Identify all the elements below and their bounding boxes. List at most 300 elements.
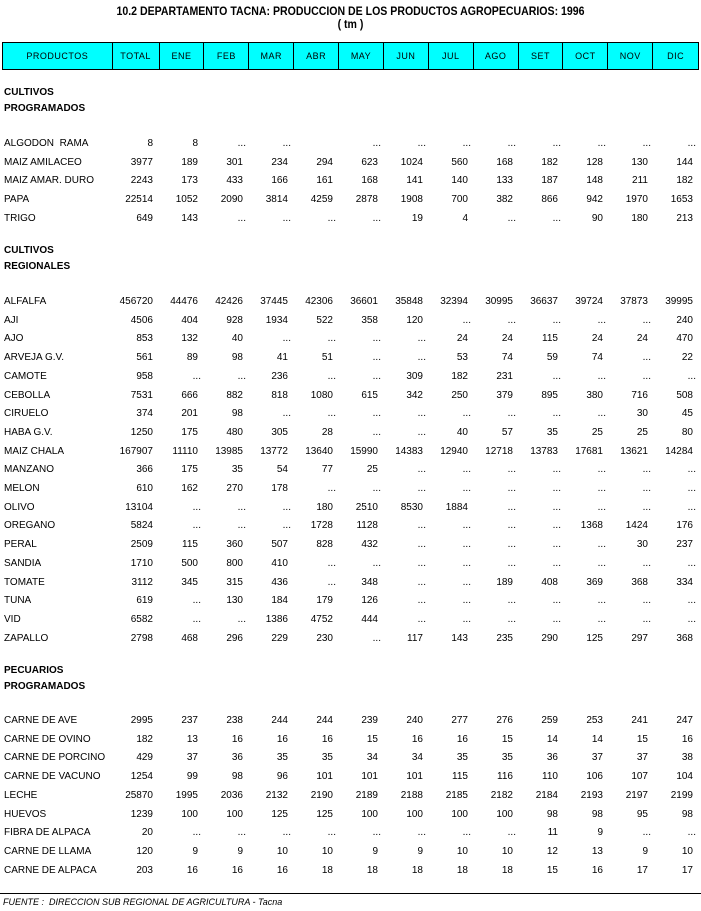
cell-total: 8 [147,138,153,149]
cell-mar: 13772 [260,446,288,457]
cell-set: 895 [541,390,558,401]
cell-may: 348 [361,577,378,588]
cell-set: ... [552,464,561,475]
cell-feb: 9 [237,846,243,857]
cell-ene: 89 [186,352,198,363]
cell-ago: ... [507,483,516,494]
cell-ene: 100 [181,809,198,820]
cell-jul: 140 [451,175,468,186]
cell-set: ... [552,558,561,569]
cell-dic: 182 [676,175,693,186]
cell-ago: 168 [496,157,513,168]
table-row [0,462,701,478]
cell-ene: ... [192,371,201,382]
cell-ene: 345 [181,577,198,588]
cell-may: 239 [361,715,378,726]
cell-ago: 189 [496,577,513,588]
cell-dic: 176 [676,520,693,531]
cell-dic: ... [687,464,696,475]
cell-oct: 37 [591,752,603,763]
product-name: HUEVOS [4,809,47,820]
cell-dic: 368 [676,633,693,644]
product-name: CARNE DE ALPACA [4,865,97,876]
table-row [0,173,701,189]
cell-mar: 41 [276,352,288,363]
cell-jun: 120 [406,315,423,326]
cell-ago: ... [507,827,516,838]
cell-nov: 2197 [625,790,648,801]
cell-feb: 315 [226,577,243,588]
cell-mar: 1934 [265,315,288,326]
cell-oct: 16 [591,865,603,876]
cell-nov: ... [642,827,651,838]
cell-total: 2798 [130,633,153,644]
cell-mar: ... [282,827,291,838]
cell-mar: ... [282,520,291,531]
cell-ene: 115 [182,539,198,550]
section-title: PECUARIOS [4,665,64,676]
cell-oct: 1368 [580,520,603,531]
table-row [0,369,701,385]
cell-set: 866 [541,194,558,205]
cell-jun: 117 [407,633,423,644]
footer-rule [0,893,701,894]
cell-nov: 30 [636,539,648,550]
cell-oct: ... [597,614,606,625]
cell-abr: 828 [316,539,333,550]
product-name: MAIZ AMILACEO [4,157,82,168]
cell-ene: 162 [181,483,198,494]
product-name: MAIZ CHALA [4,446,65,457]
product-name: CARNE DE OVINO [4,734,91,745]
cell-dic: 10 [681,846,693,857]
cell-set: ... [552,371,561,382]
cell-feb: 238 [226,715,243,726]
cell-total: 4506 [130,315,153,326]
cell-jun: 34 [411,752,423,763]
cell-ene: 143 [181,213,198,224]
cell-feb: 36 [231,752,243,763]
cell-abr: ... [327,558,336,569]
product-name: VID [4,614,21,625]
cell-feb: 100 [226,809,243,820]
cell-nov: 95 [636,809,648,820]
cell-feb: 882 [226,390,243,401]
cell-ago: ... [507,502,516,513]
cell-oct: ... [597,138,606,149]
cell-nov: ... [642,464,651,475]
cell-total: 561 [136,352,153,363]
cell-total: 958 [136,371,153,382]
cell-total: 25870 [125,790,153,801]
cell-ago: 30995 [485,296,513,307]
cell-dic: ... [687,827,696,838]
cell-ago: ... [507,520,516,531]
cell-jul: 4 [462,213,468,224]
cell-jun: ... [417,408,426,419]
cell-ene: 201 [181,408,198,419]
cell-oct: ... [597,539,606,550]
cell-jun: ... [417,520,426,531]
column-header-oct: OCT [563,43,608,69]
cell-may: 615 [361,390,378,401]
table-row [0,518,701,534]
cell-ago: 57 [501,427,513,438]
cell-set: 36 [546,752,558,763]
cell-abr: 230 [316,633,333,644]
section-title: REGIONALES [4,261,71,272]
cell-jul: 24 [456,333,468,344]
product-name: OLIVO [4,502,35,513]
cell-ene: 666 [181,390,198,401]
cell-nov: 211 [632,175,648,186]
cell-mar: 244 [271,715,288,726]
cell-abr: 1080 [310,390,333,401]
cell-jul: 10 [456,846,468,857]
cell-mar: 305 [271,427,288,438]
cell-nov: 24 [636,333,648,344]
cell-ago: ... [507,539,516,550]
cell-total: 429 [136,752,153,763]
section-title: PROGRAMADOS [4,103,86,114]
cell-oct: ... [597,502,606,513]
product-name: CARNE DE LLAMA [4,846,92,857]
cell-may: 15 [366,734,378,745]
cell-total: 649 [136,213,153,224]
cell-oct: 128 [586,157,603,168]
cell-set: ... [552,539,561,550]
cell-ene: ... [192,502,201,513]
cell-ene: 189 [181,157,198,168]
table-row [0,211,701,227]
column-header-dic: DIC [667,51,685,61]
cell-ene: 132 [181,333,198,344]
cell-ene: 11110 [172,446,198,457]
cell-nov: ... [642,558,651,569]
column-header-jun: JUN [384,43,429,69]
cell-mar: 166 [271,175,288,186]
cell-ago: 116 [497,771,513,782]
cell-total: 203 [136,865,153,876]
cell-nov: 130 [631,157,648,168]
cell-ago: 35 [501,752,513,763]
cell-set: 59 [546,352,558,363]
cell-mar: 1386 [265,614,288,625]
cell-total: 120 [136,846,153,857]
cell-feb: 928 [226,315,243,326]
cell-nov: 1970 [625,194,648,205]
cell-dic: ... [687,483,696,494]
cell-feb: 296 [226,633,243,644]
table-row [0,750,701,766]
cell-total: 5824 [130,520,153,531]
table-row [0,863,701,879]
cell-total: 2995 [130,715,153,726]
cell-set: 182 [541,157,558,168]
cell-may: ... [372,138,381,149]
cell-set: 98 [546,809,558,820]
cell-ene: ... [192,595,201,606]
cell-may: 2189 [355,790,378,801]
cell-abr: ... [327,213,336,224]
cell-set: 2184 [535,790,558,801]
cell-mar: 37445 [260,296,288,307]
cell-ene: 16 [186,865,198,876]
cell-jul: 2185 [445,790,468,801]
cell-jul: 115 [452,771,468,782]
cell-abr: 35 [321,752,333,763]
cell-oct: 39724 [575,296,603,307]
cell-mar: 507 [271,539,288,550]
cell-total: 7531 [130,390,153,401]
cell-jul: ... [462,827,471,838]
table-row [0,631,701,647]
table-row [0,406,701,422]
cell-jun: 1024 [400,157,423,168]
cell-total: 610 [136,483,153,494]
cell-nov: 17 [636,865,648,876]
cell-ago: 379 [496,390,513,401]
cell-dic: 508 [676,390,693,401]
cell-feb: 13985 [215,446,243,457]
table-row [0,313,701,329]
cell-ago: ... [507,315,516,326]
cell-oct: 125 [586,633,603,644]
cell-total: 374 [136,408,153,419]
cell-total: 619 [136,595,153,606]
cell-mar: 125 [271,809,288,820]
cell-set: 12 [546,846,558,857]
cell-ago: 2182 [490,790,513,801]
cell-jul: 560 [451,157,468,168]
cell-nov: 368 [631,577,648,588]
cell-nov: ... [642,352,651,363]
cell-mar: ... [282,502,291,513]
cell-abr: 42306 [305,296,333,307]
cell-oct: 106 [586,771,603,782]
cell-oct: 369 [586,577,603,588]
cell-jun: ... [417,558,426,569]
cell-jul: ... [462,520,471,531]
cell-jun: ... [417,827,426,838]
cell-total: 20 [141,827,153,838]
cell-may: 34 [366,752,378,763]
cell-jun: 16 [411,734,423,745]
cell-set: ... [552,213,561,224]
product-name: CARNE DE PORCINO [4,752,106,763]
cell-oct: ... [597,315,606,326]
cell-may: 126 [361,595,378,606]
cell-dic: 144 [676,157,693,168]
cell-abr: 13640 [305,446,333,457]
column-header-feb: FEB [204,43,249,69]
cell-set: 14 [546,734,558,745]
source-note: FUENTE : DIRECCION SUB REGIONAL DE AGRICULTURA - Tacna [3,897,283,907]
cell-ago: ... [507,138,516,149]
cell-set: 408 [541,577,558,588]
cell-ene: 37 [186,752,198,763]
cell-abr: 179 [316,595,333,606]
cell-feb: ... [237,827,246,838]
cell-abr: 10 [321,846,333,857]
cell-may: ... [372,558,381,569]
cell-abr: 522 [316,315,333,326]
cell-jul: 250 [451,390,468,401]
cell-jun: ... [417,577,426,588]
cell-abr: ... [327,577,336,588]
table-row [0,575,701,591]
cell-ene: ... [192,827,201,838]
table-row [0,425,701,441]
cell-jun: 14383 [395,446,423,457]
cell-total: 22514 [125,194,153,205]
cell-abr: 244 [316,715,333,726]
cell-jul: ... [462,614,471,625]
cell-total: 456720 [119,296,153,307]
cell-ene: 173 [181,175,198,186]
cell-total: 1254 [130,771,153,782]
cell-ago: 382 [496,194,513,205]
cell-feb: ... [237,614,246,625]
cell-ago: 10 [501,846,513,857]
cell-feb: 98 [231,771,243,782]
product-name: FIBRA DE ALPACA [4,827,91,838]
cell-total: 167907 [119,446,153,457]
page-title: 10.2 DEPARTAMENTO TACNA: PRODUCCION DE LOS PRODUCTOS AGROPECUARIOS: 1996 [116,4,585,18]
cell-nov: 30 [636,408,648,419]
cell-jul: 16 [456,734,468,745]
cell-jun: 101 [406,771,423,782]
cell-dic: 213 [676,213,693,224]
cell-mar: 54 [276,464,288,475]
column-header-abr: ABR [294,43,339,69]
cell-feb: 16 [231,865,243,876]
cell-jun: ... [417,427,426,438]
cell-set: 35 [546,427,558,438]
column-header-ene: ENE [160,43,205,69]
cell-total: 1250 [130,427,153,438]
table-row [0,388,701,404]
cell-total: 1710 [130,558,153,569]
cell-mar: 35 [276,752,288,763]
cell-ago: 100 [496,809,513,820]
cell-total: 13104 [125,502,153,513]
cell-total: 366 [136,464,153,475]
cell-mar: 184 [271,595,288,606]
cell-ene: 175 [181,427,198,438]
cell-dic: ... [687,371,696,382]
cell-ago: 18 [501,865,513,876]
cell-feb: ... [237,371,246,382]
cell-mar: ... [282,333,291,344]
cell-mar: 236 [271,371,288,382]
cell-feb: 480 [226,427,243,438]
cell-abr: 51 [321,352,333,363]
cell-total: 2509 [130,539,153,550]
product-name: TOMATE [4,577,45,588]
cell-set: 13783 [530,446,558,457]
cell-jun: 9 [417,846,423,857]
cell-may: ... [372,483,381,494]
cell-dic: 237 [676,539,693,550]
cell-set: ... [552,138,561,149]
cell-may: 9 [372,846,378,857]
cell-ago: 235 [496,633,513,644]
column-header-set: SET [519,43,564,69]
cell-mar: 178 [271,483,288,494]
cell-nov: 716 [631,390,648,401]
cell-mar: 234 [271,157,288,168]
cell-oct: 380 [586,390,603,401]
cell-jun: 19 [411,213,423,224]
cell-may: ... [372,371,381,382]
cell-set: 110 [542,771,558,782]
column-header-mar: MAR [249,43,294,69]
cell-nov: ... [642,315,651,326]
cell-may: 432 [361,539,378,550]
cell-ene: ... [192,520,201,531]
cell-oct: 9 [597,827,603,838]
cell-nov: ... [642,371,651,382]
cell-abr: 16 [321,734,333,745]
product-name: MAIZ AMAR. DURO [4,175,95,186]
cell-jun: 100 [406,809,423,820]
cell-ene: 9 [192,846,198,857]
cell-dic: 247 [676,715,693,726]
cell-feb: 98 [231,408,243,419]
column-header-nov: NOV [608,43,653,69]
cell-abr: 161 [316,175,333,186]
cell-jul: 143 [451,633,468,644]
cell-nov: 25 [636,427,648,438]
cell-mar: 16 [276,865,288,876]
cell-ene: 468 [181,633,198,644]
table-row [0,136,701,152]
cell-feb: 2090 [220,194,243,205]
cell-total: 3977 [130,157,153,168]
cell-oct: ... [597,483,606,494]
cell-may: 36601 [350,296,378,307]
cell-ene: 404 [181,315,198,326]
cell-dic: 470 [676,333,693,344]
cell-may: 2878 [355,194,378,205]
table-row [0,713,701,729]
cell-nov: ... [642,614,651,625]
cell-abr: ... [327,371,336,382]
cell-may: ... [372,408,381,419]
cell-ago: ... [507,614,516,625]
table-row [0,481,701,497]
cell-oct: 98 [591,809,603,820]
cell-ene: ... [192,614,201,625]
cell-nov: ... [642,502,651,513]
cell-ene: 175 [181,464,198,475]
cell-nov: 9 [642,846,648,857]
cell-mar: 2132 [265,790,288,801]
product-name: LECHE [4,790,38,801]
cell-set: 115 [542,333,558,344]
cell-abr: ... [327,483,336,494]
cell-feb: 40 [231,333,243,344]
cell-oct: 24 [591,333,603,344]
column-header-jul: JUL [429,43,474,69]
cell-jun: ... [417,138,426,149]
cell-nov: ... [642,138,651,149]
cell-feb: 270 [226,483,243,494]
cell-mar: 229 [271,633,288,644]
cell-dic: 45 [681,408,693,419]
cell-set: ... [552,483,561,494]
